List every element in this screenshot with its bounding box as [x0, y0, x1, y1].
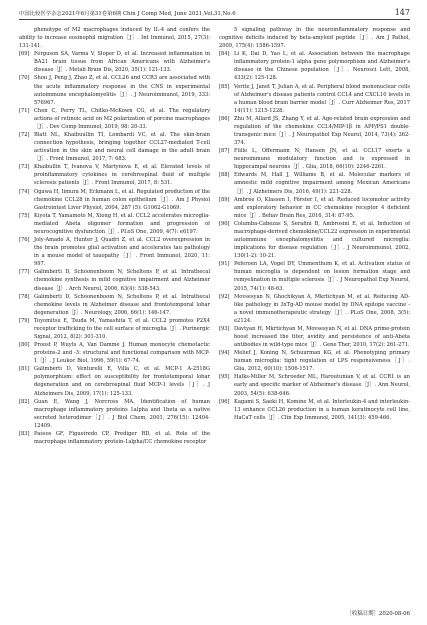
reference-text: Melief J, Koning N, Schuurman KG, et al. Phenotyping primary human microglia: tight regulation of LPS responsiveness［J］. Glia, 2012, 60(10): 1506-1517. — [234, 350, 410, 373]
reference-number: [82] — [19, 398, 30, 405]
reference-entry — [19, 365, 210, 397]
reference-number: [90] — [219, 220, 230, 227]
reference-entry — [219, 83, 410, 115]
reference-number: [85] — [219, 83, 230, 90]
reference-text: Joly-Amado A, Hunter J, Quadri Z, et al. CCL2 overexpression in the brain promotes glial activation and accelerates tau pathology in a mouse model of tauopathy［J］. Front Immunol, 2020, 11: 997. — [34, 237, 210, 268]
reference-text: Guan E, Wang J, Norcross MA. Identification of human macrophage inflammatory proteins 1alpha and 1beta as a native secreted heterodimer［J］. J Biol Chem, 2001, 276(15): 12404-12409. — [34, 398, 210, 429]
right-column — [219, 26, 410, 611]
reference-text: Zhu M, Allard JS, Zhang Y, et al. Age-related brain expression and regulation of the chemokine CCL4/MIP-1β in APP/PS1 double-transgenic mice［J］. J Neuropathol Exp Neurol, 2014, 73(4): 362-374. — [234, 115, 410, 147]
reference-text: Kagami S, Saeki H, Komine M, et al. Interleukin-4 and interleukin-13 enhance CCL26 production in a human keratinocyte cell line, HaCaT cells［J］. Clin Exp Immunol, 2005, 141(3): 459-466. — [234, 398, 410, 421]
reference-entry — [219, 220, 410, 260]
reference-entry — [19, 74, 210, 106]
reference-number: [89] — [219, 196, 230, 203]
reference-text: Galimberti D, Venturelli E, Villa C, et al. MCP-1 A-2518G polymorphism: effect on susceptibility for frontotemporal lobar degeneration and on cerebrospinal fluid MCP-1 levels［J］. J Alzheimers Dis, 2009, 17(1): 125-133. — [34, 366, 210, 397]
reference-text: Ferguson SA, Varma V, Sloper D, et al. Increased inflammation in BA21 brain tissue from African Americans with Alzheimer's disease［J］. Metab Brain Dis, 2020, 35(1): 121-133. — [34, 51, 210, 74]
reference-text: Peferoen LA, Vogel DY, Ummenthum K, et al. Activation status of human microglia is dependent on lesion formation stage and remyelination in multiple sclerosis［J］. J Neuropathol Exp Neurol, 2015, 74(1): 48-63. — [234, 261, 410, 292]
reference-entry — [19, 107, 210, 131]
reference-number: [71] — [19, 107, 30, 114]
reference-number: [80] — [19, 342, 30, 349]
reference-text: Davtyan H, Mkrtichyan M, Movsesyan N, et al. DNA prime-protein boost increased the titer, avidity and persistence of anti-Abeta antibodies in wild-type mice［J］. Gene Ther, 2010, 17(2): 261-271. — [234, 325, 410, 349]
reference-text: 5 signaling pathway in the neuroinflammatory response and cognitive deficits induced by beta-amyloid peptide［J］. Am J Pathol, 2009, 175(4): 1586-1597. — [219, 27, 410, 50]
reference-text: Columba-Cabezas S, Serafini B, Ambrosini E, et al. Induction of macrophage-derived chemokine/CCL22 expression in experimental autoimmune encephalomyelitis and cultured microglia: implications for disease regulation［J］. J Neuroimmunol, 2002, 130(1-2): 10-21. — [234, 220, 410, 260]
reference-number: [94] — [219, 350, 230, 357]
reference-entry — [219, 349, 410, 373]
reference-entry — [219, 373, 410, 397]
reference-text: Blatt NL, Khaibuullin TI, Lombardi VC, et al. The skin-brain connection hypothesis, bringing together CCL27-mediated T-cell activation in the skin and neural cell damage in the adult brain［J］. Front Immunol, 2017, 7: 683. — [34, 132, 210, 163]
reference-text: Halks-Miller M, Schroeder ML, Haroutunian V, et al. CCR1 is an early and specific marker of Alzheimer's disease［J］. Ann Neurol, 2003, 54(5): 638-646. — [234, 374, 410, 397]
reference-number: [76] — [19, 237, 30, 244]
reference-entry — [19, 317, 210, 341]
reference-number: [74] — [19, 188, 30, 195]
reference-text: phenotype of M2 macrophages induced by IL-4 and confers the ability to increase eosinophil migration［J］. Int Immunol, 2015, 27(3): 131-141. — [19, 27, 210, 50]
running-header — [19, 9, 410, 20]
reference-text: Chen C, Perry TL, Chitko-McKown CG, et al. The regulatory actions of retinoic acid on M2 polarization of porcine macrophages［J］. Dev Comp Immunol, 2019, 98: 20-33. — [34, 107, 210, 130]
reference-entry — [19, 293, 210, 317]
reference-text: Proost P, Wuyts A, Van Damme J. Human monocyte chemotactic proteins-2 and -3: structural and functional comparison with MCP-1［J］. J Leukoc Biol, 1996, 59(1): 67-74. — [34, 342, 210, 365]
reference-entry — [19, 341, 210, 365]
reference-entry — [19, 430, 210, 446]
reference-entry — [19, 131, 210, 163]
reference-text: Li K, Dai D, Yao L, et al. Association between the macrophage inflammatory protein-1 alpha gene polymorphism and Alzheimer's disease in the Chinese population［J］. Neurosci Lett, 2008, 433(2): 125-128. — [234, 51, 410, 82]
reference-entry — [19, 26, 210, 50]
reference-entry — [219, 260, 410, 292]
reference-entry — [19, 50, 210, 74]
reference-text: Ambrée O, Klassen I, Förster I, et al. Reduced locomotor activity and exploratory behavior in CC chemokine receptor 4 deficient mice［J］. Behav Brain Res, 2016, 314: 87-95. — [234, 196, 410, 219]
reference-text: Galimberti D, Schoonenboom N, Scheltens P, et al. Intrathecal chemokine levels in Alzheimer disease and frontotemporal lobar degeneration［J］. Neurology, 2006, 66(1): 146-147. — [34, 293, 210, 316]
reference-number: [92] — [219, 293, 230, 300]
reference-text: Verite J, Janet T, Julian A, et al. Peripheral blood mononuclear cells of Alzheimer's disease patients control CCL4 and CXCL10 levels in a human blood brain barrier model［J］. Curr Alzheimer Res, 2017 14(11): 1215-1228. — [234, 83, 410, 114]
reference-number: [93] — [219, 325, 230, 332]
reference-number: [70] — [19, 75, 30, 82]
reference-entry — [19, 236, 210, 268]
reference-number: [91] — [219, 261, 230, 268]
reference-number: [84] — [219, 51, 230, 58]
reference-number: [77] — [19, 269, 30, 276]
reference-number: [86] — [219, 115, 230, 122]
reference-number: [87] — [219, 148, 230, 155]
reference-text: Khaibullin T, Ivanova V, Martynova E, et al. Elevated levels of proinflammatory cytokines in cerebrospinal fluid of multiple sclerosis patients［J］. Front Immunol, 2017, 8: 531. — [34, 164, 210, 187]
reference-number: [69] — [19, 51, 30, 58]
reference-entry — [19, 268, 210, 292]
reference-entry — [219, 147, 410, 171]
reference-entry — [19, 212, 210, 236]
reference-text: Ogawa H, Iimura M, Eckmann L, et al. Regulated production of the chemokine CCL28 in human colon epithelium［J］. Am J Physiol Gastrointest Liver Physiol, 2004, 287 (5): G1062-G1069. — [34, 188, 210, 211]
reference-number: [95] — [219, 374, 230, 381]
reference-number: [72] — [19, 132, 30, 139]
reference-number: [81] — [19, 366, 30, 373]
reference-entry — [219, 171, 410, 195]
reference-number: [78] — [19, 293, 30, 300]
reference-number: [83] — [19, 430, 30, 437]
reference-entry — [19, 398, 210, 430]
reference-text: Passos GF, Figueiredo CP, Prediger RD, et al. Role of the macrophage inflammatory protein-1alpha/CC chemokine receptor — [34, 430, 210, 445]
reference-text: Galimberti D, Schoonenboom N, Scheltens P, et al. Intrathecal chemokine synthesis in mild cognitive impairment and Alzheimer disease［J］. Arch Neurol, 2006, 63(4): 538-543. — [34, 269, 210, 292]
reference-text: Kiyota T, Yamamoto M, Xiong H, et al. CCL2 accelerates microglia-mediated Abeta oligomer formation and progression of neurocognitive dysfunction［J］. PLoS One, 2009, 4(7): e6197. — [34, 212, 210, 235]
reference-text: Movsesyan N, Ghochikyan A, Mkrtichyan M, et al. Reducing AD-like pathology in 3xTg-AD mouse model by DNA epitope vaccine - a novel immunotherapeutic strategy［J］. PLoS One, 2008, 3(5): e2124. — [234, 293, 410, 324]
reference-number: [73] — [19, 164, 30, 171]
journal-title: 中国比较医学杂志2021年6月第31卷第6期 Chin J Comp Med, June 2021,Vol.31,No.6 — [19, 11, 236, 17]
left-column — [19, 26, 210, 611]
reference-entry — [19, 163, 210, 187]
reference-entry — [219, 196, 410, 220]
reference-number: [79] — [19, 317, 30, 324]
reference-entry — [219, 26, 410, 50]
reference-entry — [219, 293, 410, 325]
reference-number: [75] — [19, 212, 30, 219]
page-number: 147 — [394, 8, 410, 17]
reference-entry — [19, 188, 210, 212]
reference-text: Edwards M, Hall J, Williams B, et al. Molecular markers of amnestic mild cognitive impairment among Mexican Americans［J］. J Alzheimers Dis, 2016, 49(1): 221-228. — [234, 172, 410, 195]
reference-number: [88] — [219, 172, 230, 179]
references-section — [19, 26, 410, 611]
reference-entry — [219, 398, 410, 422]
reference-entry — [219, 325, 410, 349]
received-date: ［收稿日期］2020-08-06 — [346, 611, 410, 617]
reference-text: Shou J, Peng J, Zhao Z, et al. CCL26 and CCR3 are associated with the acute inflammatory response in the CNS in experimental autoimmune encephalomyelitis［J］. J Neuroimmunol, 2019, 333: 576967. — [34, 75, 210, 106]
reference-entry — [219, 50, 410, 82]
reference-entry — [219, 115, 410, 147]
reference-text: Fülle L, Offermann N, Hansen JN, et al. CCL17 exerts a neuroimmune modulatory function and is expressed in hippocampal neurons［J］. Glia, 2018, 66(10): 2246-2261. — [234, 148, 410, 171]
reference-text: Toyomitsu E, Tsuda M, Yamashita T, et al. CCL2 promotes P2X4 receptor trafficking to the cell surface of microglia［J］. Purinergic Signal, 2012, 8(2): 301-310. — [34, 317, 210, 340]
reference-number: [96] — [219, 398, 230, 405]
